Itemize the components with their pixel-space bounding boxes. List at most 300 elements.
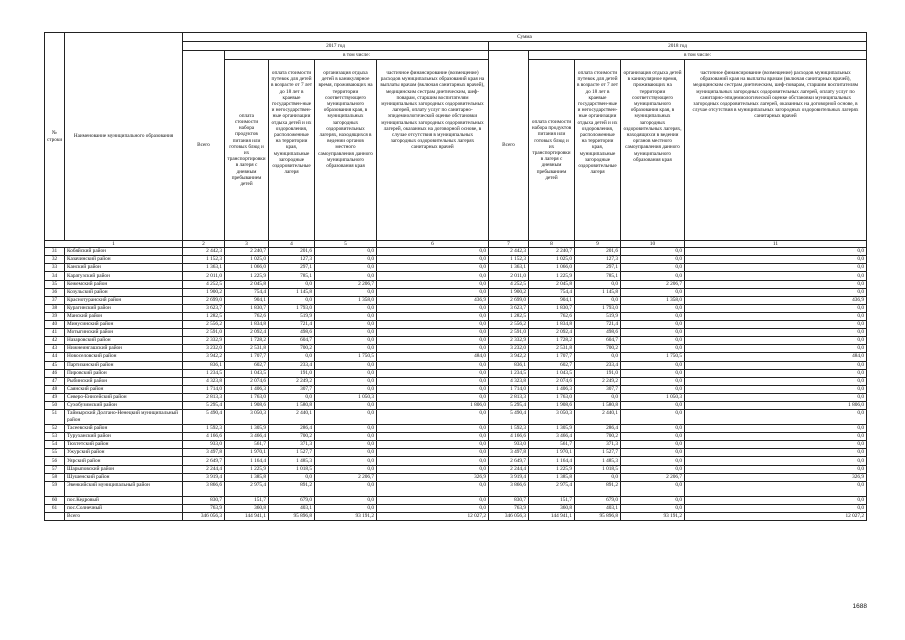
- value-cell: 0,0: [377, 385, 489, 393]
- value-cell: 371,3: [269, 441, 315, 449]
- value-cell: 2 440,1: [269, 410, 315, 425]
- value-cell: 127,3: [575, 256, 621, 264]
- municipality-name: Партизанский район: [65, 361, 183, 369]
- value-cell: 286,4: [269, 425, 315, 433]
- header-row-number: № строки: [45, 33, 65, 241]
- table-row: [45, 385, 867, 393]
- value-cell: 2 244,4: [489, 465, 529, 473]
- table-row: [45, 321, 867, 329]
- value-cell: 0,0: [685, 272, 867, 280]
- value-cell: 93 191,2: [315, 512, 377, 520]
- value-cell: 436,9: [377, 296, 489, 304]
- municipality-name: Каратузский район: [65, 272, 183, 280]
- value-cell: 4 252,5: [183, 280, 225, 288]
- value-cell: 1 282,5: [183, 312, 225, 320]
- value-cell: 1 750,5: [621, 353, 685, 361]
- value-cell: 2 649,7: [183, 457, 225, 465]
- value-cell: 2 332,9: [183, 337, 225, 345]
- value-cell: 0,0: [685, 496, 867, 504]
- municipality-name: Сухобузимский район: [65, 401, 183, 409]
- table-row: [45, 296, 867, 304]
- value-cell: 0,0: [315, 248, 377, 256]
- value-cell: 0,0: [269, 473, 315, 481]
- value-cell: 0,0: [685, 393, 867, 401]
- row-number: 31: [45, 248, 65, 256]
- municipality-name: Канский район: [65, 264, 183, 272]
- value-cell: 360,8: [225, 504, 269, 512]
- value-cell: 1 225,9: [529, 465, 575, 473]
- municipality-name: Козульский район: [65, 288, 183, 296]
- municipality-name: Всего: [65, 512, 183, 520]
- value-cell: 436,9: [685, 296, 867, 304]
- table-row: [45, 504, 867, 512]
- table-row: [45, 248, 867, 256]
- value-cell: 0,0: [315, 272, 377, 280]
- table-row: [45, 433, 867, 441]
- value-cell: 144 941,1: [225, 512, 269, 520]
- value-cell: 0,0: [685, 410, 867, 425]
- value-cell: 519,9: [575, 312, 621, 320]
- value-cell: 1 714,0: [183, 385, 225, 393]
- value-cell: 0,0: [575, 473, 621, 481]
- value-cell: 1 152,3: [183, 256, 225, 264]
- value-cell: 0,0: [377, 345, 489, 353]
- row-number: 48: [45, 385, 65, 393]
- value-cell: 1 305,9: [225, 425, 269, 433]
- value-cell: 0,0: [377, 288, 489, 296]
- column-number: 5: [315, 241, 377, 248]
- value-cell: 679,0: [575, 496, 621, 504]
- header-organization-2017: организация отдыха детей в каникулярное время, проживающих на территории соответствующего муниципального образования края, в муниципальных загородных оздоровительных лагерях, находящихся в ведении органов местного самоуправления данного муниципального образования края: [315, 60, 377, 241]
- municipality-name: пос.Кедровый: [65, 496, 183, 504]
- municipality-name: Назаровский район: [65, 337, 183, 345]
- value-cell: 93 191,2: [621, 512, 685, 520]
- value-cell: 144 941,1: [529, 512, 575, 520]
- value-cell: 1 592,3: [183, 425, 225, 433]
- value-cell: 346 056,3: [183, 512, 225, 520]
- value-cell: 3 497,8: [489, 449, 529, 457]
- value-cell: 0,0: [315, 264, 377, 272]
- value-cell: 0,0: [315, 369, 377, 377]
- value-cell: 0,0: [315, 337, 377, 345]
- value-cell: 0,0: [685, 425, 867, 433]
- value-cell: 561,7: [529, 441, 575, 449]
- value-cell: 0,0: [377, 361, 489, 369]
- value-cell: 933,0: [489, 441, 529, 449]
- value-cell: 700,2: [575, 433, 621, 441]
- row-number: 55: [45, 449, 65, 457]
- value-cell: 2 556,2: [183, 321, 225, 329]
- value-cell: 5 295,4: [183, 401, 225, 409]
- value-cell: 5 490,4: [183, 410, 225, 425]
- value-cell: 0,0: [685, 361, 867, 369]
- column-number: 2: [183, 241, 225, 248]
- value-cell: 0,0: [685, 321, 867, 329]
- row-number: 33: [45, 264, 65, 272]
- value-cell: 0,0: [621, 288, 685, 296]
- value-cell: 2 813,3: [183, 393, 225, 401]
- value-cell: 721,4: [575, 321, 621, 329]
- value-cell: 1 145,8: [575, 288, 621, 296]
- value-cell: 0,0: [315, 304, 377, 312]
- municipality-name: Нижнеингашский район: [65, 345, 183, 353]
- value-cell: 0,0: [621, 441, 685, 449]
- value-cell: 0,0: [685, 457, 867, 465]
- value-cell: 3 942,2: [183, 353, 225, 361]
- row-number: 46: [45, 369, 65, 377]
- table-row: [45, 345, 867, 353]
- value-cell: 1 834,8: [529, 321, 575, 329]
- value-cell: 0,0: [621, 321, 685, 329]
- table-row: [45, 361, 867, 369]
- value-cell: 0,0: [377, 393, 489, 401]
- value-cell: 0,0: [377, 369, 489, 377]
- value-cell: 3 623,7: [183, 304, 225, 312]
- value-cell: 1 830,7: [225, 304, 269, 312]
- value-cell: 679,0: [269, 496, 315, 504]
- value-cell: 2 975,4: [225, 481, 269, 496]
- value-cell: 1 592,3: [489, 425, 529, 433]
- budget-table-sheet: [44, 32, 866, 521]
- column-number: 4: [269, 241, 315, 248]
- value-cell: 151,7: [529, 496, 575, 504]
- value-cell: 498,6: [575, 329, 621, 337]
- value-cell: 0,0: [685, 256, 867, 264]
- value-cell: 1 793,0: [575, 304, 621, 312]
- value-cell: 0,0: [269, 393, 315, 401]
- value-cell: 2 813,3: [489, 393, 529, 401]
- value-cell: 754,4: [225, 288, 269, 296]
- row-number: 51: [45, 410, 65, 425]
- row-number: 57: [45, 465, 65, 473]
- value-cell: 785,1: [575, 272, 621, 280]
- value-cell: 0,0: [315, 481, 377, 496]
- table-row: [45, 280, 867, 288]
- value-cell: 1 834,8: [225, 321, 269, 329]
- value-cell: 0,0: [575, 296, 621, 304]
- header-including-2017: в том числе:: [225, 51, 489, 60]
- row-number: 50: [45, 401, 65, 409]
- value-cell: 307,7: [269, 385, 315, 393]
- value-cell: 0,0: [685, 385, 867, 393]
- value-cell: 3 919,4: [489, 473, 529, 481]
- value-cell: 891,2: [575, 481, 621, 496]
- value-cell: 1 358,0: [621, 296, 685, 304]
- row-number: 47: [45, 377, 65, 385]
- header-suma: Сумма: [183, 33, 867, 42]
- column-number: 3: [225, 241, 269, 248]
- value-cell: 0,0: [377, 457, 489, 465]
- row-number: 54: [45, 441, 65, 449]
- value-cell: 0,0: [377, 329, 489, 337]
- value-cell: 0,0: [315, 329, 377, 337]
- value-cell: 0,0: [377, 481, 489, 496]
- value-cell: 1 018,5: [269, 465, 315, 473]
- value-cell: 0,0: [621, 433, 685, 441]
- value-cell: 307,7: [575, 385, 621, 393]
- value-cell: 1 750,5: [315, 353, 377, 361]
- row-number: 39: [45, 312, 65, 320]
- municipality-name: Казачинский район: [65, 256, 183, 264]
- header-including-2018: в том числе:: [529, 51, 867, 60]
- table-row: [45, 256, 867, 264]
- value-cell: 0,0: [621, 449, 685, 457]
- municipality-name: Тасеевский район: [65, 425, 183, 433]
- table-row: [45, 337, 867, 345]
- table-row: [45, 425, 867, 433]
- municipality-name: Таймырский Долгано-Ненецкий муниципальный район: [65, 410, 183, 425]
- row-number: 42: [45, 337, 65, 345]
- value-cell: 763,9: [183, 504, 225, 512]
- value-cell: 830,7: [183, 496, 225, 504]
- value-cell: 1 050,3: [315, 393, 377, 401]
- value-cell: 0,0: [621, 329, 685, 337]
- value-cell: 1 908,6: [529, 401, 575, 409]
- municipality-name: Рыбинский район: [65, 377, 183, 385]
- row-number: 59: [45, 481, 65, 496]
- value-cell: 0,0: [621, 385, 685, 393]
- value-cell: 0,0: [621, 345, 685, 353]
- row-number: 56: [45, 457, 65, 465]
- value-cell: 95 896,8: [269, 512, 315, 520]
- value-cell: 0,0: [621, 465, 685, 473]
- value-cell: 1 225,9: [225, 465, 269, 473]
- value-cell: 1 527,7: [575, 449, 621, 457]
- value-cell: 0,0: [315, 401, 377, 409]
- value-cell: 0,0: [575, 353, 621, 361]
- value-cell: 1 043,5: [529, 369, 575, 377]
- header-vouchers-2017: оплата стоимости путевок для детей в возрасте от 7 лет до 18 лет в краевые государствен-ные и негосударствен-ные организации отдыха детей и их оздоровления, расположенные на территории края, муниципальные загородные оздоровительные лагеря: [269, 60, 315, 241]
- table-row: [45, 393, 867, 401]
- value-cell: 3 466,4: [225, 433, 269, 441]
- column-number: 7: [489, 241, 529, 248]
- value-cell: 1 025,0: [529, 256, 575, 264]
- value-cell: 0,0: [685, 288, 867, 296]
- table-row: [45, 401, 867, 409]
- value-cell: 604,7: [269, 337, 315, 345]
- row-number: 32: [45, 256, 65, 264]
- value-cell: 0,0: [377, 304, 489, 312]
- value-cell: 2 206,7: [315, 280, 377, 288]
- table-row: [45, 264, 867, 272]
- value-cell: 1 763,0: [225, 393, 269, 401]
- row-number: 53: [45, 433, 65, 441]
- value-cell: 2 074,6: [225, 377, 269, 385]
- value-cell: 762,6: [529, 312, 575, 320]
- value-cell: 1 225,9: [529, 272, 575, 280]
- value-cell: 0,0: [621, 337, 685, 345]
- table-row: [45, 465, 867, 473]
- value-cell: 0,0: [377, 377, 489, 385]
- value-cell: 1 900,2: [183, 288, 225, 296]
- header-food-2017: оплата стоимости набора продуктов питания или готовых блюд и их транспортировки в лагеря с дневным пребыванием детей: [225, 60, 269, 241]
- value-cell: 700,2: [269, 345, 315, 353]
- value-cell: 0,0: [315, 312, 377, 320]
- value-cell: 0,0: [315, 410, 377, 425]
- value-cell: 1 164,4: [225, 457, 269, 465]
- value-cell: 5 490,4: [489, 410, 529, 425]
- value-cell: 2 556,2: [489, 321, 529, 329]
- value-cell: 0,0: [315, 496, 377, 504]
- table-header: [45, 33, 867, 248]
- value-cell: 933,0: [183, 441, 225, 449]
- header-organization-2018: организация отдыха детей в каникулярное время, проживающих на территории соответствующего муниципального образования края, в муниципальных загородных оздоровительных лагерях, находящихся в ведении органов местного самоуправления данного муниципального образования края: [621, 60, 685, 241]
- value-cell: 0,0: [377, 272, 489, 280]
- value-cell: 403,1: [269, 504, 315, 512]
- value-cell: 1 406,3: [529, 385, 575, 393]
- value-cell: 1 358,0: [315, 296, 377, 304]
- value-cell: 2 531,8: [225, 345, 269, 353]
- value-cell: 0,0: [377, 433, 489, 441]
- row-number: 37: [45, 296, 65, 304]
- value-cell: 1 234,5: [489, 369, 529, 377]
- value-cell: 95 896,8: [575, 512, 621, 520]
- value-cell: 0,0: [685, 345, 867, 353]
- table-row: [45, 512, 867, 520]
- value-cell: 346 056,3: [489, 512, 529, 520]
- value-cell: 1 970,1: [225, 449, 269, 457]
- municipality-name: Курагинский район: [65, 304, 183, 312]
- value-cell: 1 728,2: [225, 337, 269, 345]
- value-cell: 371,3: [575, 441, 621, 449]
- value-cell: 403,1: [575, 504, 621, 512]
- value-cell: 0,0: [621, 304, 685, 312]
- value-cell: 1 707,7: [529, 353, 575, 361]
- value-cell: 0,0: [315, 433, 377, 441]
- value-cell: 0,0: [685, 312, 867, 320]
- value-cell: 1 066,0: [225, 264, 269, 272]
- municipality-name: Тюхтетский район: [65, 441, 183, 449]
- value-cell: 1 305,9: [529, 425, 575, 433]
- value-cell: 1 234,5: [183, 369, 225, 377]
- value-cell: 1 164,4: [529, 457, 575, 465]
- value-cell: 2 045,8: [225, 280, 269, 288]
- value-cell: 1 908,6: [225, 401, 269, 409]
- value-cell: 1 793,0: [269, 304, 315, 312]
- column-number: 11: [685, 241, 867, 248]
- value-cell: 0,0: [315, 288, 377, 296]
- value-cell: 0,0: [621, 425, 685, 433]
- value-cell: 1 406,3: [225, 385, 269, 393]
- value-cell: 1 050,3: [621, 393, 685, 401]
- municipality-name: Кежемский район: [65, 280, 183, 288]
- value-cell: 1 900,2: [489, 288, 529, 296]
- value-cell: 0,0: [685, 337, 867, 345]
- value-cell: 1 728,2: [529, 337, 575, 345]
- column-number: 6: [377, 241, 489, 248]
- municipality-name: Северо-Енисейский район: [65, 393, 183, 401]
- value-cell: 0,0: [377, 465, 489, 473]
- municipality-name: Кобяйский район: [65, 248, 183, 256]
- value-cell: 0,0: [685, 304, 867, 312]
- municipality-name: Эвенкийский муниципальный район: [65, 481, 183, 496]
- municipality-name: Минусинский район: [65, 321, 183, 329]
- value-cell: 2 249,2: [575, 377, 621, 385]
- value-cell: 151,7: [225, 496, 269, 504]
- value-cell: 1 385,8: [225, 473, 269, 481]
- value-cell: 0,0: [685, 449, 867, 457]
- value-cell: 484,0: [377, 353, 489, 361]
- value-cell: 297,1: [269, 264, 315, 272]
- value-cell: 0,0: [575, 280, 621, 288]
- value-cell: 763,9: [489, 504, 529, 512]
- column-number: 1: [45, 241, 183, 248]
- value-cell: 0,0: [377, 337, 489, 345]
- value-cell: 1 043,5: [225, 369, 269, 377]
- value-cell: 0,0: [269, 280, 315, 288]
- value-cell: 2 244,4: [183, 465, 225, 473]
- value-cell: 561,7: [225, 441, 269, 449]
- value-cell: 1 363,1: [489, 264, 529, 272]
- row-number: 61: [45, 504, 65, 512]
- value-cell: 201,6: [575, 248, 621, 256]
- value-cell: 0,0: [315, 425, 377, 433]
- value-cell: 0,0: [621, 312, 685, 320]
- row-number: 49: [45, 393, 65, 401]
- value-cell: 3 866,6: [183, 481, 225, 496]
- value-cell: 1 145,8: [269, 288, 315, 296]
- value-cell: 0,0: [621, 457, 685, 465]
- value-cell: 0,0: [315, 465, 377, 473]
- value-cell: 0,0: [685, 465, 867, 473]
- table-row: [45, 329, 867, 337]
- row-number: 43: [45, 345, 65, 353]
- value-cell: 297,1: [575, 264, 621, 272]
- value-cell: 0,0: [377, 441, 489, 449]
- value-cell: 0,0: [621, 272, 685, 280]
- table-row: [45, 457, 867, 465]
- table-row: [45, 377, 867, 385]
- value-cell: 4 323,8: [489, 377, 529, 385]
- value-cell: 700,2: [269, 433, 315, 441]
- row-number: 58: [45, 473, 65, 481]
- header-year-2017: 2017 год: [183, 42, 489, 51]
- value-cell: 2 092,4: [529, 329, 575, 337]
- value-cell: 602,7: [225, 361, 269, 369]
- table-row: [45, 288, 867, 296]
- value-cell: 484,0: [685, 353, 867, 361]
- value-cell: 0,0: [377, 425, 489, 433]
- value-cell: 2 440,1: [575, 410, 621, 425]
- value-cell: 3 623,7: [489, 304, 529, 312]
- value-cell: 0,0: [377, 496, 489, 504]
- header-column-numbers: [45, 241, 867, 248]
- value-cell: 0,0: [315, 361, 377, 369]
- value-cell: 286,4: [575, 425, 621, 433]
- header-total-2017: Всего: [183, 51, 225, 241]
- value-cell: 602,7: [529, 361, 575, 369]
- value-cell: 233,4: [269, 361, 315, 369]
- value-cell: 2 442,3: [183, 248, 225, 256]
- value-cell: 2 531,8: [529, 345, 575, 353]
- value-cell: 0,0: [685, 433, 867, 441]
- value-cell: 0,0: [269, 296, 315, 304]
- value-cell: 2 240,7: [529, 248, 575, 256]
- table-row: [45, 496, 867, 504]
- header-partial-financing-2017: частичное финансирование (возмещение) расходов муниципальных образований края на выплаты врачам (включая санитарных врачей), медицинским сестрам диетическим, шеф-поварам, старшим воспитателям муниципальных загородных оздоровительных лагерей, оплату услуг по санитарно-эпидемиологической оценке обстановки муниципальных загородных оздоровительных лагерей, оказанных на договорной основе, в случае отсутствия в муниципальных загородных оздоровительных лагерях санитарных врачей: [377, 60, 489, 241]
- value-cell: 201,6: [269, 248, 315, 256]
- value-cell: 2 011,0: [489, 272, 529, 280]
- header-food-2018: оплата стоимости набора продуктов питания или готовых блюд и их транспортировки в лагеря с дневным пребыванием детей: [529, 60, 575, 241]
- value-cell: 0,0: [315, 321, 377, 329]
- municipality-name: Новоселовский район: [65, 353, 183, 361]
- table-row: [45, 272, 867, 280]
- value-cell: 3 466,4: [529, 433, 575, 441]
- table-row: [45, 449, 867, 457]
- value-cell: 0,0: [377, 248, 489, 256]
- value-cell: 326,9: [377, 473, 489, 481]
- value-cell: 2 240,7: [225, 248, 269, 256]
